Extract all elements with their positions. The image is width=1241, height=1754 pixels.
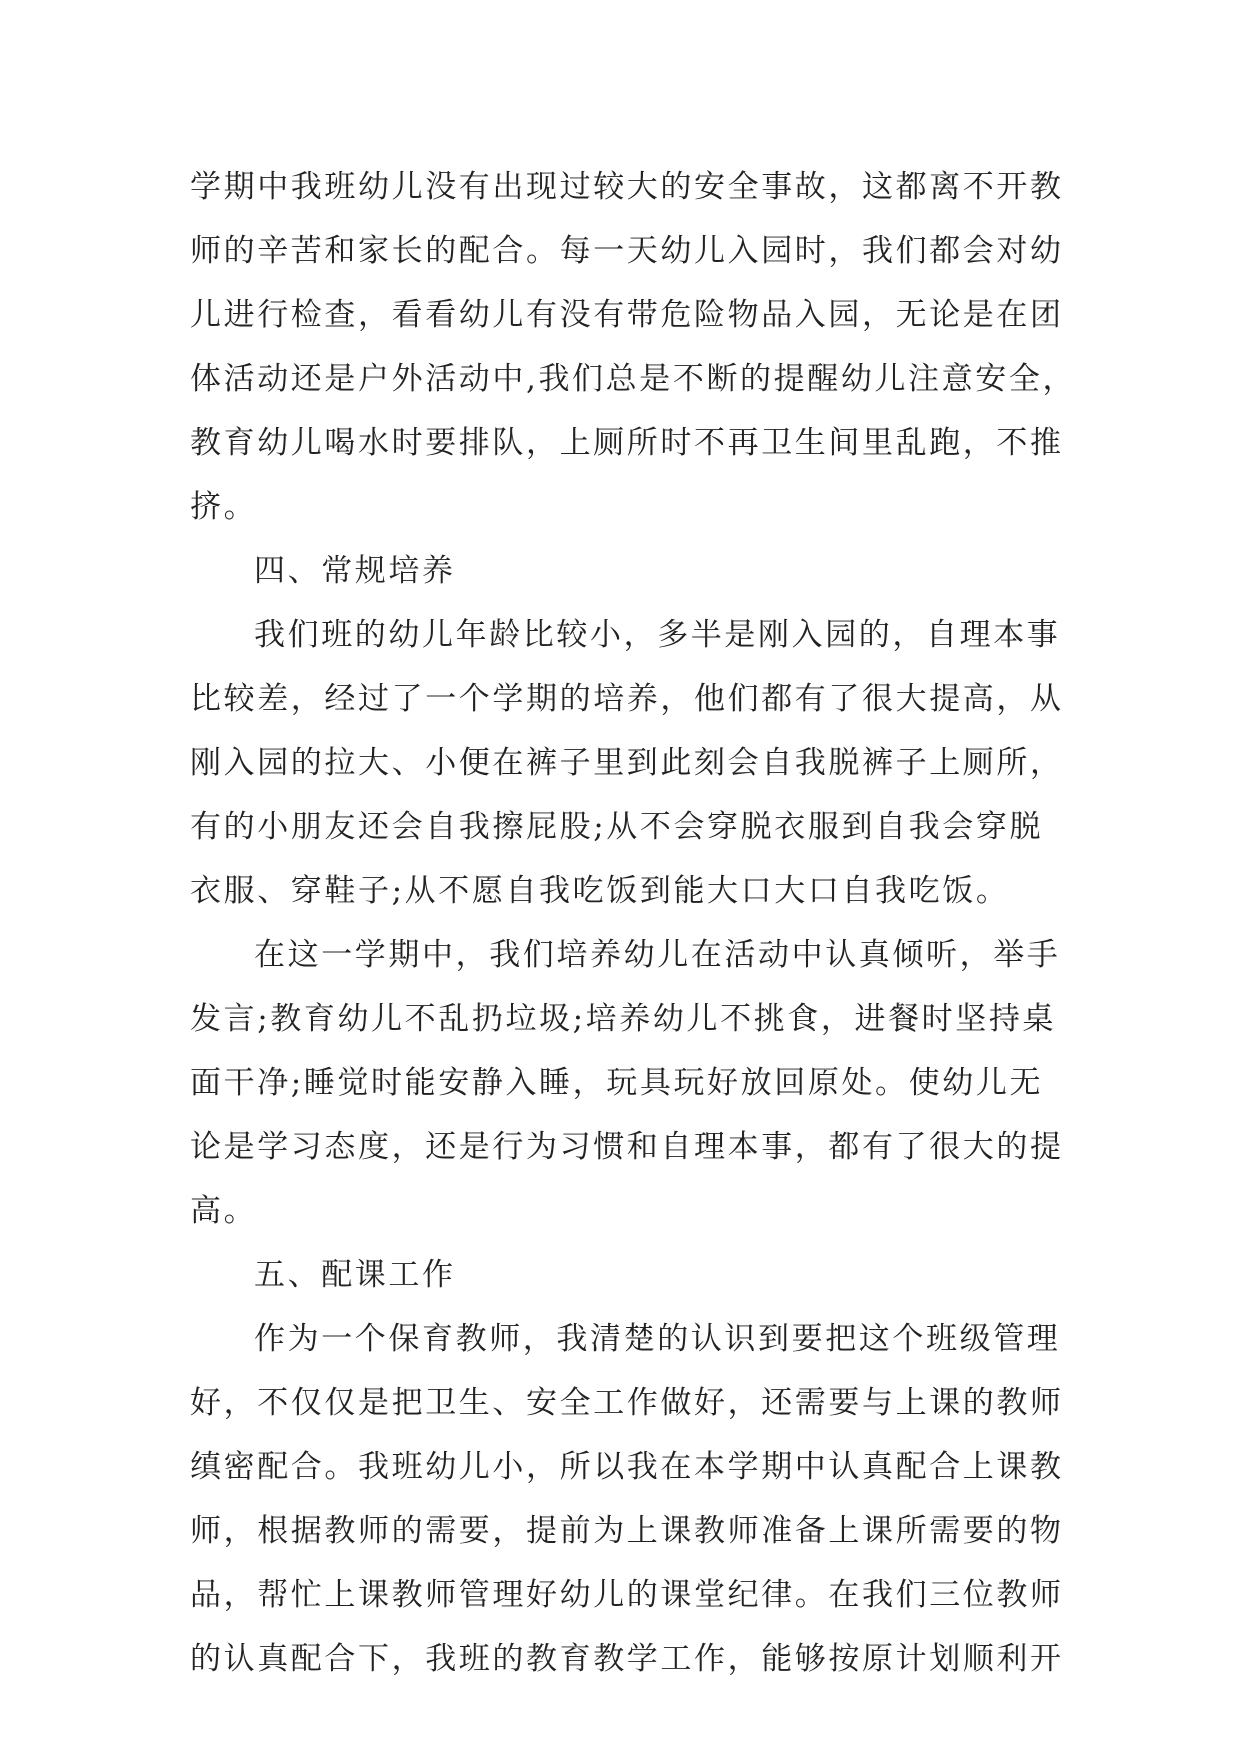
paragraph-line: 师，根据教师的需要，提前为上课教师准备上课所需要的物: [190, 1513, 1064, 1549]
paragraph-line: 衣服、穿鞋子;从不愿自我吃饭到能大口大口自我吃饭。: [190, 873, 1010, 909]
paragraph-line: 学期中我班幼儿没有出现过较大的安全事故，这都离不开教: [190, 169, 1064, 205]
paragraph-line: 我们班的幼儿年龄比较小，多半是刚入园的，自理本事: [254, 617, 1061, 653]
paragraph-line: 发言;教育幼儿不乱扔垃圾;培养幼儿不挑食，进餐时坚持桌: [190, 1001, 1057, 1037]
section-heading: 五、配课工作: [254, 1257, 456, 1293]
paragraph-line: 论是学习态度，还是行为习惯和自理本事，都有了很大的提: [190, 1129, 1064, 1165]
paragraph-line: 作为一个保育教师，我清楚的认识到要把这个班级管理: [254, 1321, 1061, 1357]
paragraph-line: 师的辛苦和家长的配合。每一天幼儿入园时，我们都会对幼: [190, 233, 1064, 269]
document-body: [190, 155, 1077, 1691]
paragraph-line: 挤。: [190, 489, 258, 525]
section-heading: 四、常规培养: [254, 553, 456, 589]
paragraph-line: 比较差，经过了一个学期的培养，他们都有了很大提高，从: [190, 681, 1064, 717]
paragraph-line: 教育幼儿喝水时要排队，上厕所时不再卫生间里乱跑，不推: [190, 425, 1064, 461]
paragraph-line: 好，不仅仅是把卫生、安全工作做好，还需要与上课的教师: [190, 1385, 1064, 1421]
paragraph-line: 品，帮忙上课教师管理好幼儿的课堂纪律。在我们三位教师: [190, 1577, 1064, 1613]
paragraph-line: 刚入园的拉大、小便在裤子里到此刻会自我脱裤子上厕所，: [190, 745, 1064, 781]
paragraph-line: 在这一学期中，我们培养幼儿在活动中认真倾听，举手: [254, 937, 1061, 973]
paragraph-line: 的认真配合下，我班的教育教学工作，能够按原计划顺利开: [190, 1641, 1064, 1677]
paragraph-line: 体活动还是户外活动中,我们总是不断的提醒幼儿注意安全，: [190, 361, 1077, 397]
paragraph-line: 高。: [190, 1193, 258, 1229]
paragraph-line: 儿进行检查，看看幼儿有没有带危险物品入园，无论是在团: [190, 297, 1064, 333]
paragraph-line: 面干净;睡觉时能安静入睡，玩具玩好放回原处。使幼儿无: [190, 1065, 1044, 1101]
paragraph-line: 有的小朋友还会自我擦屁股;从不会穿脱衣服到自我会穿脱: [190, 809, 1044, 845]
paragraph-line: 缜密配合。我班幼儿小，所以我在本学期中认真配合上课教: [190, 1449, 1064, 1485]
